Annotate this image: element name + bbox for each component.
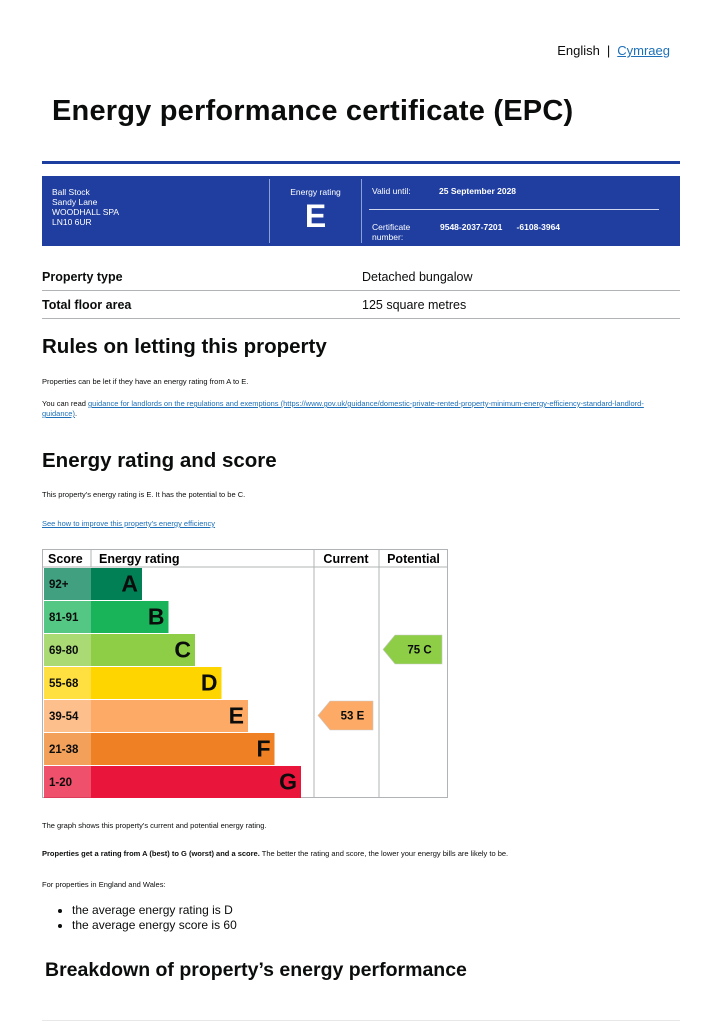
bottom-divider [42,1020,680,1021]
average-list [60,903,237,933]
rating-explanation-rest: The better the rating and score, the lower your energy bills are likely to be. [259,849,509,858]
certificate-number-label [372,222,410,242]
rating-letter-g: G [279,768,297,795]
address-line: Sandy Lane [52,197,98,207]
rating-letter-b: B [147,603,165,630]
floor-area-value: 125 square metres [362,298,467,312]
energy-rating-letter: E [304,198,327,234]
score-range-label: 21-38 [49,744,79,756]
property-type-key: Property type [42,270,123,284]
rating-letter-f: F [256,735,271,762]
improve-efficiency-link[interactable]: See how to improve this property's energy efficiency [42,519,216,528]
rules-paragraph: Properties can be let if they have an energy rating from A to E. [42,377,249,386]
address-line: Ball Stock [52,187,90,197]
certificate-summary-box [42,176,680,246]
rules-heading: Rules on letting this property [42,335,327,358]
property-type-value: Detached bungalow [362,270,473,284]
certificate-number: 9548-2037-7201 -6108-3964 [440,222,561,232]
language-switcher [557,43,670,58]
rating-summary: This property's energy rating is E. It has the potential to be C. [42,490,246,499]
score-range-label: 39-54 [49,711,79,723]
rating-bar-g [91,766,301,798]
rating-bar-e [91,700,248,732]
property-address [52,187,119,227]
breakdown-heading: Breakdown of property’s energy performance [45,959,467,981]
certificate-label-line: Certificate [372,222,411,232]
certificate-label-line: number: [372,232,404,242]
energy-rating-label: Energy rating [290,187,341,197]
header-energy-rating: Energy rating [99,552,180,566]
address-line: LN10 6UR [52,217,92,227]
rules-guidance-paragraph [42,399,667,419]
rating-explanation-bold: Properties get a rating from A (best) to G (worst) and a score. [42,849,260,858]
energy-rating-chart [42,549,448,798]
rating-letter-e: E [228,702,244,729]
title-divider [42,161,680,164]
rating-letter-d: D [200,669,218,696]
address-line: WOODHALL SPA [52,207,120,217]
valid-until-label: Valid until: [372,186,411,196]
energy-rating-heading: Energy rating and score [42,449,277,472]
rating-letter-c: C [174,636,191,663]
rating-bar-f [91,733,275,765]
header-potential: Potential [387,552,440,566]
box-divider [361,179,362,243]
current-rating-label: 53 E [340,710,365,723]
page-title: Energy performance certificate (EPC) [52,95,574,127]
rating-letter-a: A [121,570,138,597]
language-cymraeg-link[interactable]: Cymraeg [617,43,670,58]
energy-rating-graph [42,549,448,798]
floor-area-row [42,290,680,319]
rating-explanation [42,849,682,859]
language-separator: | [606,43,611,58]
graph-caption: The graph shows this property's current and potential energy rating. [42,821,267,830]
score-range-label: 81-91 [49,612,79,624]
property-type-row [42,262,680,291]
score-range-label: 1-20 [49,777,73,789]
score-range-label: 92+ [49,579,69,591]
guidance-prefix: You can read [42,399,89,408]
score-range-label: 55-68 [49,678,79,690]
score-range-label: 69-80 [49,645,79,657]
guidance-suffix: . [74,409,78,418]
header-current: Current [323,552,369,566]
box-inner-divider [369,209,659,210]
valid-until-date: 25 September 2028 [439,186,517,196]
list-item: • the average energy score is 60 [72,918,237,933]
floor-area-key: Total floor area [42,298,132,312]
landlord-guidance-link[interactable]: guidance for landlords on the regulations and exemptions (https://www.gov.uk/guidance/domestic-private-rented-property-minimum-energy-efficiency-standard-landlord-guidance) [42,399,644,418]
potential-rating-label: 75 C [407,644,432,657]
language-english: English [557,43,600,58]
list-item: • the average energy rating is D [72,903,237,918]
england-wales-intro: For properties in England and Wales: [42,880,166,889]
header-score: Score [48,552,83,566]
